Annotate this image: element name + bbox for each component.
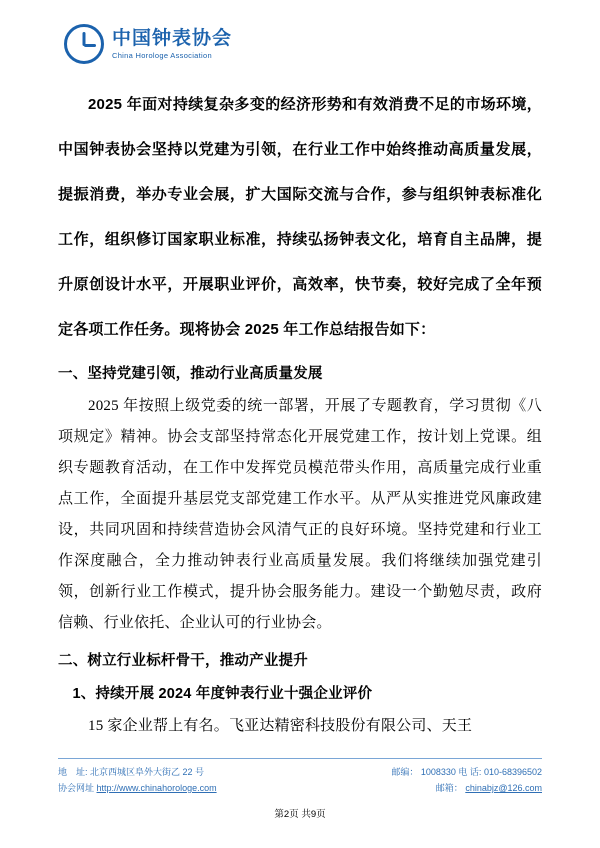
document-content — [58, 82, 542, 742]
postcode-value: 1008330 — [420, 767, 456, 777]
footer-row-two — [58, 780, 542, 796]
website-label: 协会网址 — [58, 783, 95, 793]
clock-circle-icon — [64, 24, 104, 64]
address-label: 地 址: — [58, 767, 88, 777]
logo-chinese-name: 中国钟表协会 — [112, 27, 233, 49]
section-two-heading: 二、树立行业标杆骨干，推动产业提升 — [58, 653, 308, 669]
logo-text-block — [112, 29, 232, 60]
phone-value: 010-68396502 — [483, 767, 542, 777]
logo-english-name: China Horologe Association — [112, 50, 212, 60]
section-two-subheading: 1、持续开展 2024 年度钟表行业十强企业评价 — [72, 686, 373, 702]
email-label: 邮箱： — [435, 783, 463, 793]
section-one-body: 2025 年按照上级党委的统一部署，开展了专题教育，学习贯彻《八项规定》精神。协会支部坚持常态化开展党建工作，按计划上党课。组织专题教育活动，在工作中发挥党员模范带头作用，高质量完成行业重点工作，全面提升基层党支部党建工作水平。从严从实推进党风廉政建设，共同巩固和持续营造协会风清气正的良好环境。坚持党建和行业工作深度融合，全力推动钟表行业高质量发展。我们将继续加强党建引领，创新行业工作模式，提升协会服务能力。建设一个勤勉尽责，政府信赖、行业依托、企业认可的行业协会。 — [58, 398, 542, 631]
postcode-label: 邮编： — [391, 767, 419, 777]
footer-website — [58, 780, 217, 796]
email-link[interactable]: chinabjz@126.com — [465, 783, 542, 793]
association-logo — [64, 24, 232, 64]
website-link[interactable]: http://www.chinahorologe.com — [96, 783, 217, 793]
page-number: 第2页 共9页 — [274, 809, 326, 820]
footer-address — [58, 764, 204, 780]
page-footer — [58, 758, 542, 796]
footer-row-one — [58, 764, 542, 780]
section-two-body: 15 家企业帮上有名。飞亚达精密科技股份有限公司、天王 — [88, 718, 473, 734]
footer-email — [436, 780, 542, 796]
footer-contact — [391, 764, 542, 780]
lead-paragraph: 2025 年面对持续复杂多变的经济形势和有效消费不足的市场环境，中国钟表协会坚持以党建为引领，在行业工作中始终推动高质量发展，提振消费，举办专业会展，扩大国际交流与合作，参与组织钟表标准化工作，组织修订国家职业标准，持续弘扬钟表文化，培育自主品牌，提升原创设计水平，开展职业评价，高效率，快节奏，较好完成了全年预定各项工作任务。现将协会 2025 年工作总结报告如下： — [58, 96, 542, 338]
section-one-heading: 一、坚持党建引领，推动行业高质量发展 — [58, 366, 323, 382]
address-value: 北京西城区阜外大街乙 22 号 — [90, 767, 205, 777]
phone-label: 电 话: — [458, 767, 482, 777]
